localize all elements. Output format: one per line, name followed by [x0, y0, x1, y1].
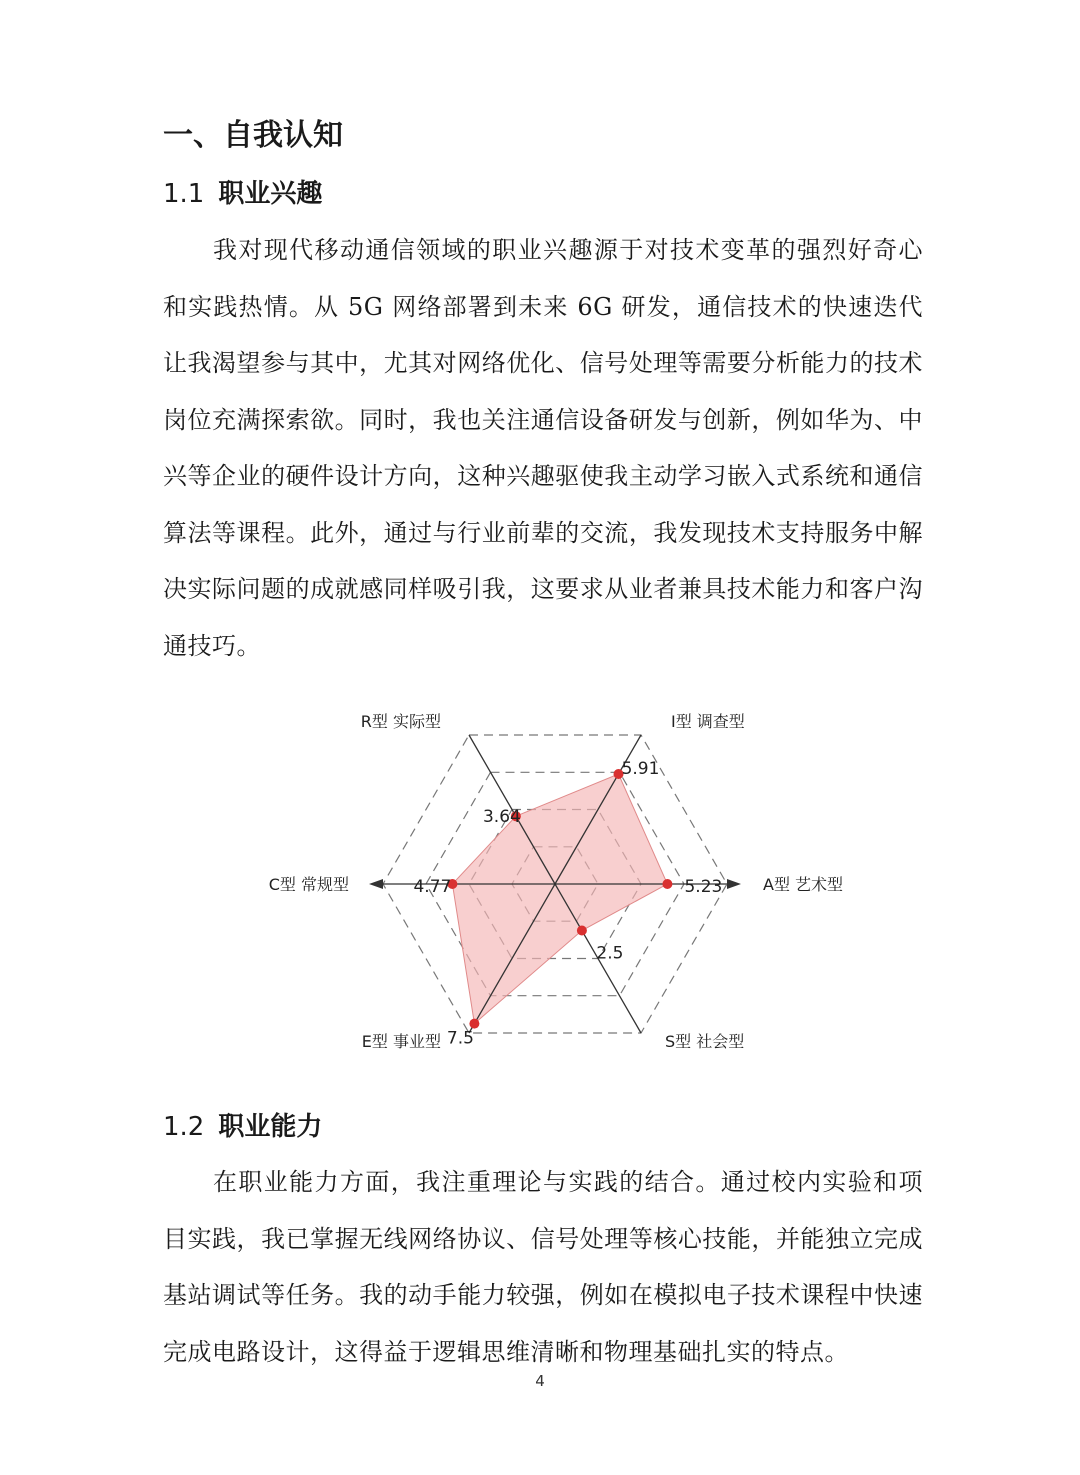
radar-axis-label: E型 事业型 [361, 1032, 441, 1051]
radar-value-label: 2.5 [596, 943, 624, 964]
radar-axis-label: A型 艺术型 [763, 875, 844, 894]
interest-paragraph: 我对现代移动通信领域的职业兴趣源于对技术变革的强烈好奇心和实践热情。从 5G 网络部署到未来 6G 研发，通信技术的快速迭代让我渴望参与其中，尤其对网络优化、信号处理等需要分析能力的技术岗位充满探索欲。同时，我也关注通信设备研发与创新，例如华为、中兴等企业的硬件设计方向，这种兴趣驱使我主动学习嵌入式系统和通信算法等课程。此外，通过与行业前辈的交流，我发现技术支持服务中解决实际问题的成就感同样吸引我，这要求从业者兼具技术能力和客户沟通技巧。 [163, 236, 923, 660]
holland-radar-chart [220, 700, 900, 1060]
radar-data-point [469, 1019, 479, 1029]
page-number: 4 [535, 1372, 545, 1390]
radar-axis-label: I型 调查型 [671, 712, 745, 731]
subsection-heading-ability [163, 1107, 322, 1147]
subsection-heading-interest [163, 174, 322, 214]
subsection-number: 1.1 [163, 179, 205, 209]
radar-value-label: 3.64 [482, 807, 521, 828]
radar-axis-label: S型 社会型 [665, 1032, 745, 1051]
radar-value-label: 7.5 [446, 1028, 474, 1049]
radar-data-point [662, 879, 672, 889]
subsection-title: 职业能力 [218, 1112, 323, 1142]
radar-data-point [577, 926, 587, 936]
radar-value-label: 5.91 [621, 759, 660, 779]
radar-axis-label: C型 常规型 [268, 875, 349, 894]
axis-arrow-right [727, 879, 741, 889]
radar-value-label: 4.77 [413, 877, 452, 897]
subsection-number: 1.2 [163, 1112, 205, 1142]
subsection-title: 职业兴趣 [218, 179, 323, 209]
section-heading: 一、自我认知 [163, 118, 343, 153]
ability-paragraph: 在职业能力方面，我注重理论与实践的结合。通过校内实验和项目实践，我已掌握无线网络协议、信号处理等核心技能，并能独立完成基站调试等任务。我的动手能力较强，例如在模拟电子技术课程中快速完成电路设计，这得益于逻辑思维清晰和物理基础扎实的特点。 [163, 1168, 923, 1366]
radar-value-label: 5.23 [684, 877, 723, 897]
axis-arrow-left [369, 879, 383, 889]
radar-axis-label: R型 实际型 [360, 712, 441, 731]
